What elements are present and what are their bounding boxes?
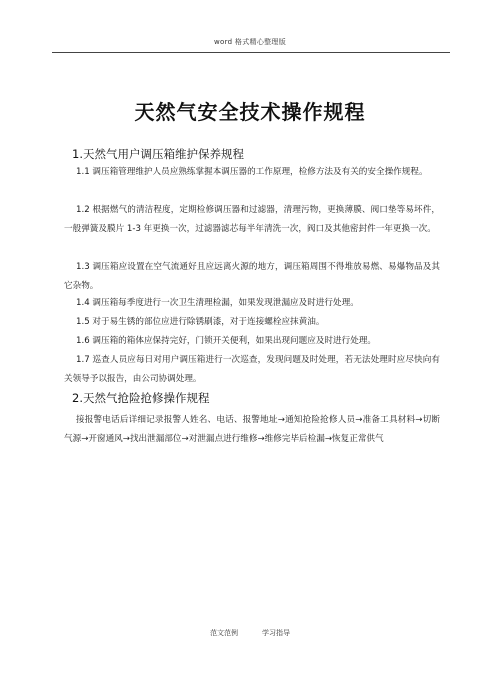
page-footer (0, 628, 500, 638)
paragraph-1-2: 1.2 根据燃气的清洁程度，定期检修调压器和过滤器，清理污物，更换薄膜、阀口垫等易坏件，一般弹簧及膜片 1-3 年更换一次，过滤器滤芯每半年清洗一次，阀口及其他密封件一年更换一次。 (64, 205, 440, 234)
footer-left-text: 范文范例 (210, 629, 238, 637)
paragraph-1-1: 1.1 调压箱管理维护人员应熟练掌握本调压器的工作原理，检修方法及有关的安全操作规程。 (76, 167, 428, 177)
paragraph-1-6: 1.6 调压箱的箱体应保持完好，门锁开关便利，如果出现问题应及时进行处理。 (76, 336, 376, 346)
paragraph-1-4: 1.4 调压箱每季度进行一次卫生清理检漏，如果发现泄漏应及时进行处理。 (76, 298, 359, 308)
header-divider (52, 52, 450, 53)
section-2-heading: 2.天然气抢险抢修操作规程 (72, 391, 210, 405)
footer-right-text: 学习指导 (262, 629, 290, 637)
page-header: word 格式精心整理版 (213, 38, 287, 46)
paragraph-1-3: 1.3 调压箱应设置在空气流通好且应远离火源的地方，调压箱周围不得堆放易燃、易爆物品及其它杂物。 (64, 262, 440, 291)
paragraph-2-1: 接报警电话后详细记录报警人姓名、电话、报警地址→通知抢险抢修人员→准备工具材料→切断气源→开窗通风→找出泄漏部位→对泄漏点进行维修→维修完毕后检漏→恢复正常供气 (64, 415, 440, 444)
paragraph-1-5: 1.5 对于易生锈的部位应进行除锈刷漆，对于连接螺栓应抹黄油。 (76, 317, 325, 327)
document-title: 天然气安全技术操作规程 (134, 100, 366, 124)
section-1-heading: 1.天然气用户调压箱维护保养规程 (72, 147, 244, 161)
paragraph-1-7: 1.7 巡查人员应每日对用户调压箱进行一次巡查，发现问题及时处理，若无法处理时应尽快向有关领导予以报告，由公司协调处理。 (64, 355, 440, 384)
